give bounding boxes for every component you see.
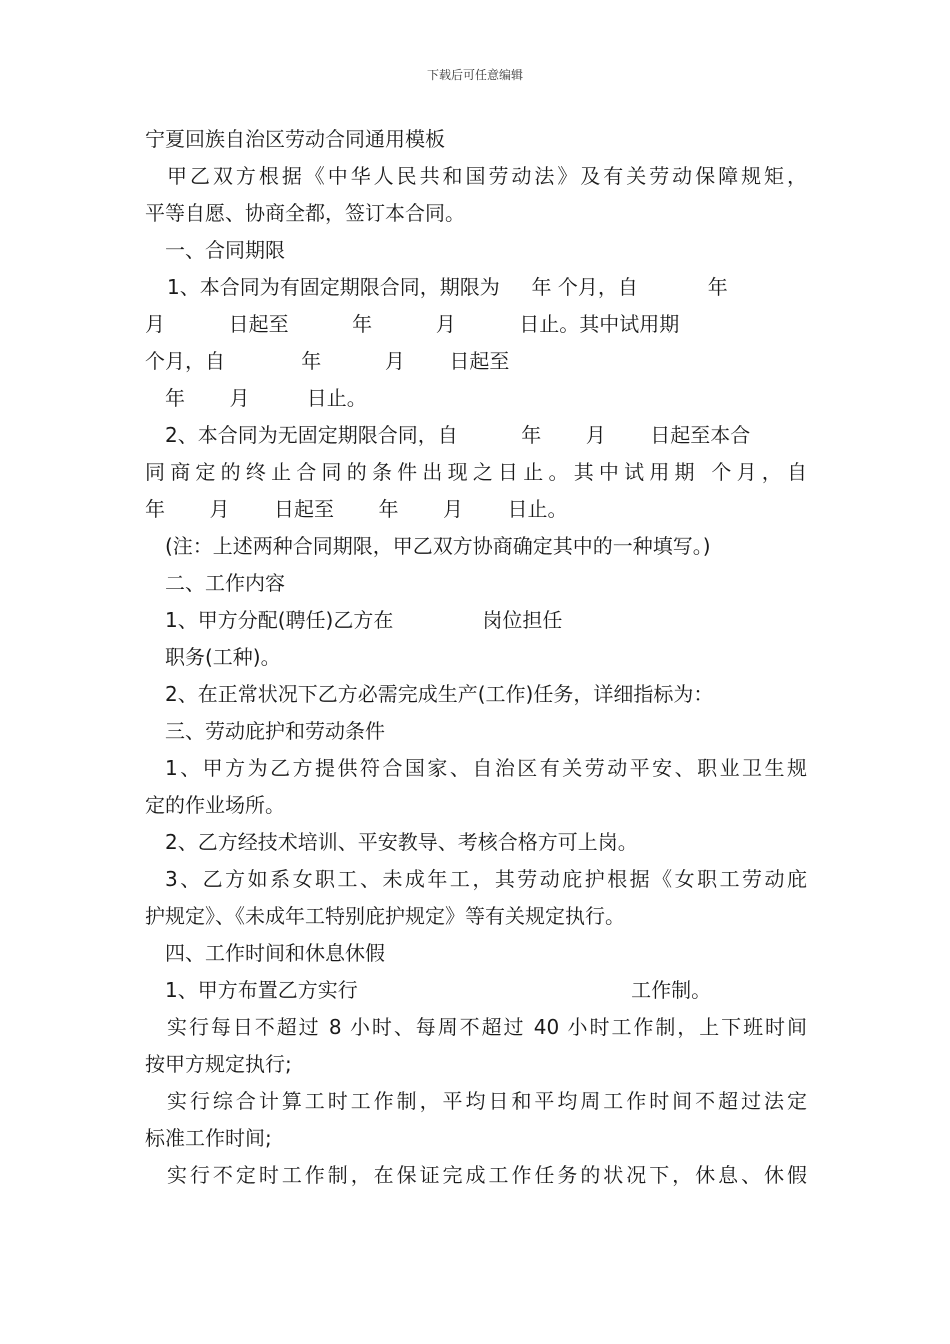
document-line: 同商定的终止合同的条件出现之日止。其中试用期 个月，自 xyxy=(145,460,807,484)
document-line: 职务(工种)。 xyxy=(165,645,281,669)
document-line: 1、本合同为有固定期限合同，期限为 年 个月，自 年 xyxy=(167,275,728,299)
document-body xyxy=(145,121,807,1194)
document-line: 实行每日不超过 8 小时、每周不超过 40 小时工作制，上下班时间 xyxy=(167,1015,807,1039)
document-line: 月 日起至 年 月 日止。其中试用期 xyxy=(145,312,680,336)
document-line: 3、乙方如系女职工、未成年工，其劳动庇护根据《女职工劳动庇 xyxy=(165,867,807,891)
document-title: 宁夏回族自治区劳动合同通用模板 xyxy=(145,127,445,151)
document-line: 标准工作时间; xyxy=(145,1126,272,1150)
document-line: 二、工作内容 xyxy=(165,571,285,595)
document-line: 实行不定时工作制，在保证完成工作任务的状况下，休息、休假 xyxy=(167,1163,807,1187)
document-line: 1、甲方分配(聘任)乙方在 岗位担任 xyxy=(165,608,563,632)
document-line: 2、在正常状况下乙方必需完成生产(工作)任务，详细指标为： xyxy=(165,682,714,706)
document-line: 甲乙双方根据《中华人民共和国劳动法》及有关劳动保障规矩， xyxy=(167,164,807,188)
document-line: 平等自愿、协商全都，签订本合同。 xyxy=(145,201,465,225)
document-line: 按甲方规定执行; xyxy=(145,1052,292,1076)
document-line: 1、甲方布置乙方实行 工作制。 xyxy=(165,978,712,1002)
document-line: 1、甲方为乙方提供符合国家、自治区有关劳动平安、职业卫生规 xyxy=(165,756,807,780)
document-line: 年 月 日起至 年 月 日止。 xyxy=(145,497,568,521)
document-line: (注：上述两种合同期限，甲乙双方协商确定其中的一种填写。) xyxy=(165,534,711,558)
document-line: 2、乙方经技术培训、平安教导、考核合格方可上岗。 xyxy=(165,830,638,854)
document-line: 2、本合同为无固定期限合同，自 年 月 日起至本合 xyxy=(165,423,751,447)
header-note: 下载后可任意编辑 xyxy=(426,68,523,82)
document-line: 个月，自 年 月 日起至 xyxy=(145,349,510,373)
document-line: 四、工作时间和休息休假 xyxy=(165,941,385,965)
document-line: 实行综合计算工时工作制，平均日和平均周工作时间不超过法定 xyxy=(167,1089,807,1113)
document-line: 三、劳动庇护和劳动条件 xyxy=(165,719,385,743)
document-line: 年 月 日止。 xyxy=(165,386,367,410)
document-line: 一、合同期限 xyxy=(165,238,285,262)
document-line: 定的作业场所。 xyxy=(145,793,285,817)
document-line: 护规定》、《未成年工特别庇护规定》等有关规定执行。 xyxy=(145,904,625,928)
